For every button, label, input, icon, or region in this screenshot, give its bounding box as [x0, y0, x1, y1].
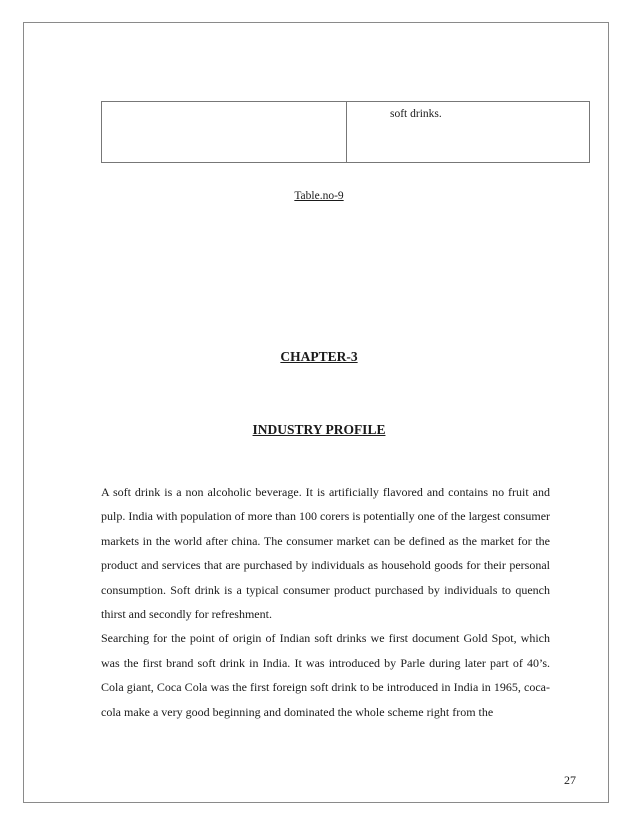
- paragraph: A soft drink is a non alcoholic beverage. It is artificially flavored and contains no fruit and pulp. India with population of more than 100 corers is potentially one of the largest consumer markets in the world after china. The consumer market can be defined as the market for the product and services that are purchased by individuals as household goods for their personal consumption. Soft drink is a typical consumer product purchased by individuals to quench thirst and secondly for refreshment.: [101, 485, 551, 622]
- table-caption: Table.no-9: [294, 190, 344, 202]
- body-text: [101, 480, 550, 724]
- table-cell: soft drinks.: [347, 102, 590, 163]
- data-table: [101, 101, 590, 163]
- section-heading: INDUSTRY PROFILE: [252, 422, 386, 437]
- table-cell: [102, 102, 347, 163]
- paragraph: Searching for the point of origin of Indian soft drinks we first document Gold Spot, which was the first brand soft drink in India. It was introduced by Parle during later part of 40’s. Cola giant, Coca Cola was the first foreign soft drink to be introduced in India in 1965, coca-cola make a very good beginning and dominated the whole scheme right from the: [101, 631, 550, 719]
- page-number: 27: [564, 773, 576, 787]
- chapter-heading: CHAPTER-3: [280, 349, 358, 364]
- table-row: [102, 102, 590, 163]
